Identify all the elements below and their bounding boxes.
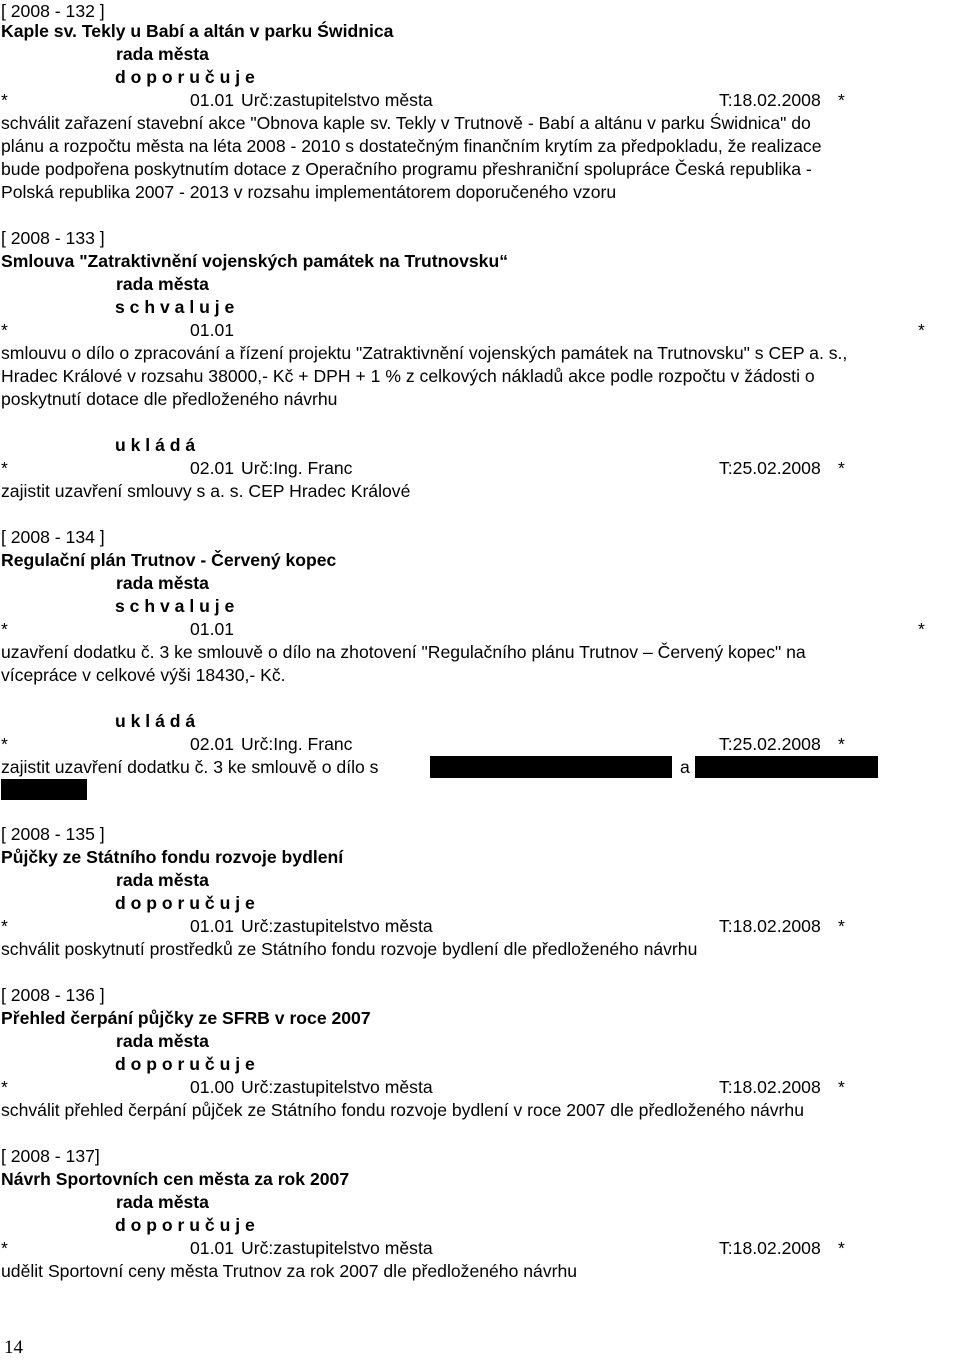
task-term: T:25.02.2008	[719, 734, 821, 754]
task-code: 01.01	[190, 90, 235, 110]
task-code: 01.01	[190, 320, 235, 340]
task-star-right: *	[838, 1238, 845, 1258]
task-responsible: Urč:zastupitelstvo města	[241, 1077, 433, 1097]
redaction-block	[1, 779, 87, 800]
task-term: T:18.02.2008	[719, 916, 821, 936]
task-code: 01.01	[190, 916, 235, 936]
item-verb: s c h v a l u j e	[115, 297, 235, 317]
item-title-quote: “	[499, 251, 508, 271]
task-star-left: *	[1, 1238, 8, 1258]
redaction-block	[695, 756, 878, 778]
task-star-left: *	[1, 90, 8, 110]
task-responsible: Urč:Ing. Franc	[241, 734, 353, 754]
task-star-right: *	[918, 619, 925, 639]
item-id: [ 2008 - 137]	[1, 1146, 100, 1166]
task-term: T:18.02.2008	[719, 1077, 821, 1097]
item-title: Půjčky ze Státního fondu rozvoje bydlení	[1, 847, 344, 867]
item-text-fragment: a	[680, 757, 690, 777]
item-title: Přehled čerpání půjčky ze SFRB v roce 2007	[1, 1008, 371, 1028]
task-code: 01.01	[190, 1238, 235, 1258]
item-id: [ 2008 - 132 ]	[1, 1, 105, 21]
item-body: rada města	[116, 573, 209, 593]
task-star-right: *	[918, 320, 925, 340]
item-text-line: schválit přehled čerpání půjček ze Státního fondu rozvoje bydlení v roce 2007 dle předloženého návrhu	[1, 1100, 804, 1120]
redaction-block	[430, 756, 672, 778]
item-verb: d o p o r u č u j e	[115, 893, 255, 913]
item-body: rada města	[116, 1192, 209, 1212]
task-responsible: Urč:zastupitelstvo města	[241, 1238, 433, 1258]
task-star-right: *	[838, 734, 845, 754]
item-title-text: Smlouva "Zatraktivnění vojenských památek na Trutnovsku	[1, 251, 500, 271]
item-text-line: smlouvu o dílo o zpracování a řízení projektu "Zatraktivnění vojenských památek na Trutnovsku" s CEP a. s.,	[1, 343, 848, 363]
task-star-left: *	[1, 1077, 8, 1097]
task-responsible: Urč:zastupitelstvo města	[241, 90, 433, 110]
task-star-left: *	[1, 458, 8, 478]
item-verb: s c h v a l u j e	[115, 596, 235, 616]
item-body: rada města	[116, 870, 209, 890]
page-number: 14	[4, 1337, 23, 1358]
item-text-line: zajistit uzavření smlouvy s a. s. CEP Hradec Králové	[1, 481, 411, 501]
item-text-line: Polská republika 2007 - 2013 v rozsahu implementátorem doporučeného vzoru	[1, 182, 617, 202]
item-title: Regulační plán Trutnov - Červený kopec	[1, 550, 337, 570]
item-title	[1, 250, 508, 273]
item-body: rada města	[116, 44, 209, 64]
item-verb-2: u k l á d á	[115, 435, 196, 455]
task-code: 01.00	[190, 1077, 235, 1097]
task-code: 02.01	[190, 734, 235, 754]
item-text-line: vícepráce v celkové výši 18430,- Kč.	[1, 665, 286, 685]
item-text-line: zajistit uzavření dodatku č. 3 ke smlouvě o dílo s	[1, 757, 379, 777]
task-term: T:18.02.2008	[719, 90, 821, 110]
task-star-right: *	[838, 458, 845, 478]
item-text-line: udělit Sportovní ceny města Trutnov za rok 2007 dle předloženého návrhu	[1, 1261, 578, 1281]
item-text-line: poskytnutí dotace dle předloženého návrhu	[1, 389, 338, 409]
item-title: Kaple sv. Tekly u Babí a altán v parku Świdnica	[1, 21, 394, 41]
task-code: 01.01	[190, 619, 235, 639]
task-star-left: *	[1, 320, 8, 340]
item-body: rada města	[116, 274, 209, 294]
task-term: T:18.02.2008	[719, 1238, 821, 1258]
item-body: rada města	[116, 1031, 209, 1051]
item-text-line: uzavření dodatku č. 3 ke smlouvě o dílo na zhotovení "Regulačního plánu Trutnov – Červený kopec" na	[1, 642, 806, 662]
item-verb-2: u k l á d á	[115, 711, 196, 731]
item-text-line: schválit zařazení stavební akce "Obnova kaple sv. Tekly v Trutnově - Babí a altánu v parku Świdnica" do	[1, 113, 811, 133]
task-responsible: Urč:zastupitelstvo města	[241, 916, 433, 936]
item-text-line: Hradec Králové v rozsahu 38000,- Kč + DPH + 1 % z celkových nákladů akce podle rozpočtu v žádosti o	[1, 366, 815, 386]
task-code: 02.01	[190, 458, 235, 478]
item-text-line: plánu a rozpočtu města na léta 2008 - 2010 s dostatečným finančním krytím za předpokladu, že realizace	[1, 136, 822, 156]
item-title: Návrh Sportovních cen města za rok 2007	[1, 1169, 350, 1189]
item-verb: d o p o r u č u j e	[115, 1215, 255, 1235]
item-id: [ 2008 - 133 ]	[1, 228, 105, 248]
task-star-left: *	[1, 734, 8, 754]
task-star-left: *	[1, 916, 8, 936]
task-star-right: *	[838, 90, 845, 110]
item-text-line: bude podpořena poskytnutím dotace z Operačního programu přeshraniční spolupráce Česká republika -	[1, 159, 812, 179]
item-id: [ 2008 - 134 ]	[1, 527, 105, 547]
task-star-right: *	[838, 1077, 845, 1097]
item-id: [ 2008 - 135 ]	[1, 824, 105, 844]
task-star-right: *	[838, 916, 845, 936]
item-id: [ 2008 - 136 ]	[1, 985, 105, 1005]
item-verb: d o p o r u č u j e	[115, 67, 255, 87]
task-responsible: Urč:Ing. Franc	[241, 458, 353, 478]
task-star-left: *	[1, 619, 8, 639]
item-text-line: schválit poskytnutí prostředků ze Státního fondu rozvoje bydlení dle předloženého návrhu	[1, 939, 698, 959]
task-term: T:25.02.2008	[719, 458, 821, 478]
item-verb: d o p o r u č u j e	[115, 1054, 255, 1074]
